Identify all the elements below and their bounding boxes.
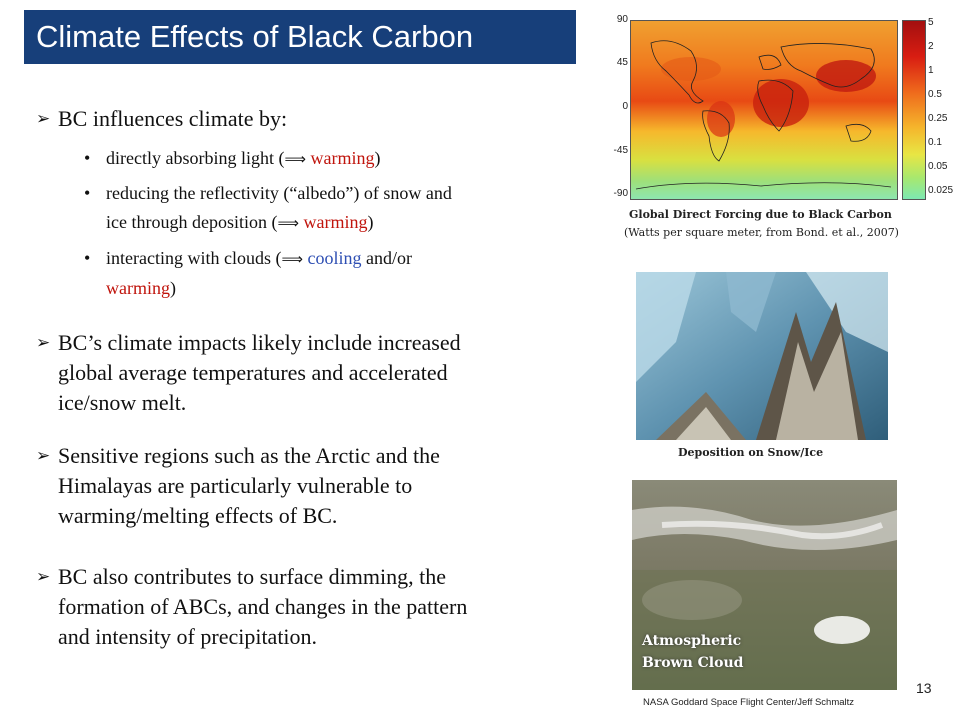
colorbar-tick: 5 (928, 17, 934, 28)
map-caption-subtitle: (Watts per square meter, from Bond. et al., 2007) (624, 226, 899, 239)
bullet-line-1: BC also contributes to surface dimming, the (58, 564, 446, 589)
colorbar-tick: 0.1 (928, 137, 942, 148)
map-y-tick: 45 (616, 57, 628, 68)
snow-ice-photo (636, 272, 888, 440)
bullet-impacts (36, 328, 461, 418)
bullet-dimming (36, 562, 467, 652)
colorbar (902, 20, 926, 200)
bullet-line-3: ice/snow melt. (58, 390, 187, 415)
paren-close: ) (374, 148, 381, 168)
sub-bullet-albedo (84, 179, 452, 238)
dot-bullet-icon: • (84, 183, 91, 203)
and-or-text: and/or (361, 248, 412, 268)
implies-arrow-icon: ⟹ (281, 250, 303, 268)
map-y-tick: 0 (622, 101, 628, 112)
colorbar-tick: 0.5 (928, 89, 942, 100)
bullet-sensitive-regions (36, 441, 440, 531)
bullet-text: BC influences climate by: (58, 106, 288, 131)
forcing-map-figure (606, 14, 956, 204)
brown-cloud-label-line-1: Atmospheric (642, 633, 742, 649)
bullet-line-1: Sensitive regions such as the Arctic and the (58, 443, 440, 468)
warming-label: warming (298, 212, 368, 232)
slide-title-bar (24, 10, 576, 64)
dot-bullet-icon: • (84, 248, 91, 268)
sub-bullet-text: directly absorbing light ( (106, 148, 285, 168)
brown-cloud-label-line-2: Brown Cloud (642, 655, 744, 671)
brown-cloud-photo (632, 480, 897, 690)
warming-label: warming (106, 278, 170, 298)
implies-arrow-icon: ⟹ (277, 214, 299, 232)
map-caption-title: Global Direct Forcing due to Black Carbon (629, 208, 892, 221)
bullet-influences (36, 104, 287, 134)
map-y-tick: -45 (613, 145, 628, 156)
snow-photo-caption: Deposition on Snow/Ice (678, 446, 824, 459)
arrow-bullet-icon: ➢ (36, 109, 51, 129)
colorbar-tick: 0.05 (928, 161, 948, 172)
cooling-label: cooling (302, 248, 362, 268)
bullet-line-3: warming/melting effects of BC. (58, 503, 338, 528)
colorbar-tick: 0.025 (928, 185, 954, 196)
colorbar-tick: 0.25 (928, 113, 948, 124)
page-number: 13 (916, 680, 932, 696)
forcing-map-image (630, 20, 898, 200)
map-y-tick: 90 (616, 14, 628, 25)
sub-bullet-clouds (84, 244, 412, 303)
sub-bullet-text: reducing the reflectivity (“albedo”) of snow and (106, 183, 452, 203)
arrow-bullet-icon: ➢ (36, 333, 51, 353)
slide-title: Climate Effects of Black Carbon (36, 19, 474, 54)
warming-label: warming (305, 148, 375, 168)
bullet-line-2: formation of ABCs, and changes in the pattern (58, 594, 468, 619)
paren-close: ) (367, 212, 374, 232)
bullet-line-2: global average temperatures and accelerated (58, 360, 448, 385)
sub-bullet-text: interacting with clouds ( (106, 248, 282, 268)
map-y-tick: -90 (613, 188, 628, 199)
implies-arrow-icon: ⟹ (284, 150, 306, 168)
bullet-line-1: BC’s climate impacts likely include increased (58, 330, 461, 355)
brown-cloud-label (642, 630, 743, 674)
dot-bullet-icon: • (84, 148, 91, 168)
sub-bullet-absorbing (84, 144, 380, 174)
bullet-line-3: and intensity of precipitation. (58, 624, 318, 649)
arrow-bullet-icon: ➢ (36, 446, 51, 466)
colorbar-tick: 2 (928, 41, 934, 52)
bullet-line-2: Himalayas are particularly vulnerable to (58, 473, 413, 498)
arrow-bullet-icon: ➢ (36, 567, 51, 587)
photo-credit: NASA Goddard Space Flight Center/Jeff Schmaltz (643, 697, 855, 708)
colorbar-tick: 1 (928, 65, 934, 76)
sub-bullet-text-2: ice through deposition ( (106, 212, 278, 232)
paren-close: ) (169, 278, 176, 298)
